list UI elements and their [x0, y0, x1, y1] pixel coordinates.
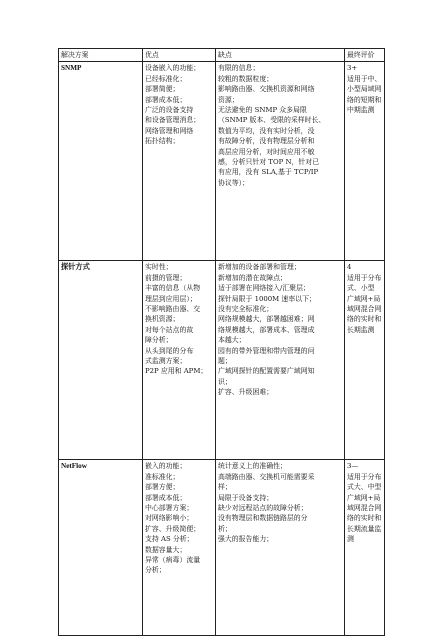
con-line: 没有完全标准化；	[218, 305, 274, 314]
evaluation-line: 式、小型	[347, 284, 375, 293]
pros-cell	[143, 261, 216, 460]
pro-line: 数据容量大；	[145, 545, 187, 554]
pro-line: 部署成本低；	[145, 493, 187, 502]
pro-line: 设备嵌入的功能；	[145, 64, 201, 73]
solution-name: NetFlow	[61, 462, 87, 471]
con-line: 题；	[218, 357, 232, 366]
pro-line: 式监测方案；	[145, 357, 187, 366]
evaluation-line: 广域网+局	[347, 294, 381, 303]
pro-line: 不影响路由器、交	[145, 305, 201, 314]
con-line: 高端路由器、交换机可能需要采	[218, 472, 315, 481]
con-line: （SNMP 版本、受限的采样时长、	[218, 116, 326, 125]
con-line: 缺少对远程站点的故障分析；	[218, 504, 308, 513]
table-row	[59, 460, 385, 636]
pro-line: 嵌入的功能；	[145, 462, 187, 471]
con-line: 扩容、升级困难；	[218, 388, 274, 397]
con-line: 样；	[218, 483, 232, 492]
pro-line: 理层到应用层）；	[145, 294, 197, 303]
con-line: 局限于设备支持；	[218, 493, 274, 502]
evaluation-line: 络的实时和	[347, 315, 382, 324]
evaluation-line: 络的短期和	[347, 95, 382, 104]
header-solution: 解决方案	[59, 49, 143, 62]
con-line: 园有的带外管理和带内管理的问	[218, 346, 315, 355]
header-row	[59, 49, 385, 62]
solution-cell	[59, 261, 143, 460]
evaluation-line: 小型局域网	[347, 85, 382, 94]
pro-line: 换机资源；	[145, 315, 180, 324]
cons-cell	[216, 261, 345, 460]
evaluation-line: 适用于中、	[347, 74, 382, 83]
pro-line: 异常（病毒）流量	[145, 556, 201, 565]
con-line: 协议等）；	[218, 178, 250, 187]
table-row	[59, 62, 385, 261]
con-line: 有限的信息；	[218, 64, 260, 73]
evaluation-line: 4	[347, 263, 352, 272]
solution-name: 探针方式	[61, 263, 90, 272]
header-cons: 缺点	[216, 49, 345, 62]
evaluation-line: 长期监测	[347, 325, 375, 334]
cons-cell	[216, 62, 345, 261]
con-line: 有应用，没有 SLA,基于 TCP/IP	[218, 168, 319, 177]
pro-line: 前摄的管理；	[145, 273, 187, 282]
evaluation-line: 长期流量监	[347, 524, 382, 533]
solution-name: SNMP	[61, 64, 82, 73]
evaluation-line: 3+	[347, 64, 358, 73]
pros-cell	[143, 460, 216, 636]
pro-line: 从头到尾的分布	[145, 346, 194, 355]
evaluation-line: 式大、中型	[347, 483, 382, 492]
evaluation-line: 3—	[347, 462, 359, 471]
pro-line: 网络管理和网络	[145, 126, 194, 135]
con-line: 感，分析只针对 TOP N，针对已	[218, 158, 320, 167]
con-line: 影响路由器、交换机资源和网络	[218, 85, 315, 94]
evaluation-line: 域网混合网	[347, 305, 382, 314]
con-line: 识；	[218, 377, 232, 386]
solution-cell	[59, 62, 143, 261]
pro-line: 和设备管理消息；	[145, 116, 201, 125]
evaluation-line: 中期监测	[347, 106, 375, 115]
table-row	[59, 261, 385, 460]
con-line: 较粗的数据粒度；	[218, 74, 274, 83]
con-line: 没有物理层和数据链路层的分	[218, 514, 308, 523]
con-line: 有故障分析，没有物理层分析和	[218, 137, 315, 146]
pro-line: 实时性；	[145, 263, 173, 272]
evaluation-line: 适用于分布	[347, 472, 382, 481]
evaluation-line: 测	[347, 535, 354, 544]
evaluation-line: 络的实时和	[347, 514, 382, 523]
con-line: 数值为平均，没有实时分析，没	[218, 126, 315, 135]
evaluation-cell	[345, 460, 385, 636]
evaluation-cell	[345, 261, 385, 460]
pro-line: 对网络影响小；	[145, 514, 194, 523]
pro-line: 部署方便；	[145, 483, 180, 492]
con-line: 探针局限于 1000M 速率以下；	[218, 294, 316, 303]
pro-line: P2P 应用和 APM；	[145, 367, 208, 376]
con-line: 高层应用分析，对时间应用不敏	[218, 147, 315, 156]
pro-line: 部署成本低；	[145, 95, 187, 104]
con-line: 强大的报告能力；	[218, 535, 274, 544]
pro-line: 障分析；	[145, 336, 173, 345]
pro-line: 准标准化；	[145, 472, 180, 481]
con-line: 广域网探针的配置需要广域网知	[218, 367, 315, 376]
con-line: 络规模越大，部署成本、管理成	[218, 325, 315, 334]
con-line: 无法避免的 SNMP 众多局限	[218, 106, 307, 115]
pro-line: 分析；	[145, 566, 166, 575]
con-line: 统计意义上的准确性；	[218, 462, 287, 471]
evaluation-line: 域网混合网	[347, 504, 382, 513]
pro-line: 中心部署方案；	[145, 504, 194, 513]
pro-line: 广泛的设备支持	[145, 106, 194, 115]
header-pros: 优点	[143, 49, 216, 62]
con-line: 资源；	[218, 95, 239, 104]
solution-cell	[59, 460, 143, 636]
pro-line: 对每个站点的故	[145, 325, 194, 334]
con-line: 新增加的潜在故障点；	[218, 273, 287, 282]
evaluation-line: 广域网+局	[347, 493, 381, 502]
pro-line: 拓扑结构；	[145, 137, 180, 146]
evaluation-cell	[345, 62, 385, 261]
pro-line: 丰富的信息（从物	[145, 284, 201, 293]
pro-line: 支持 AS 分析；	[145, 535, 194, 544]
evaluation-line: 适用于分布	[347, 273, 382, 282]
pros-cell	[143, 62, 216, 261]
con-line: 析；	[218, 524, 232, 533]
con-line: 新增加的设备部署和管理；	[218, 263, 301, 272]
cons-cell	[216, 460, 345, 636]
comparison-table	[58, 48, 385, 636]
pro-line: 已经标准化；	[145, 74, 187, 83]
pro-line: 扩容、升级简便；	[145, 524, 201, 533]
con-line: 适于部署在网络接入/汇聚层；	[218, 284, 310, 293]
con-line: 网络规模越大，部署越困难；网	[218, 315, 315, 324]
con-line: 本越大；	[218, 336, 246, 345]
header-evaluation: 最终评价	[345, 49, 385, 62]
pro-line: 部署简便；	[145, 85, 180, 94]
